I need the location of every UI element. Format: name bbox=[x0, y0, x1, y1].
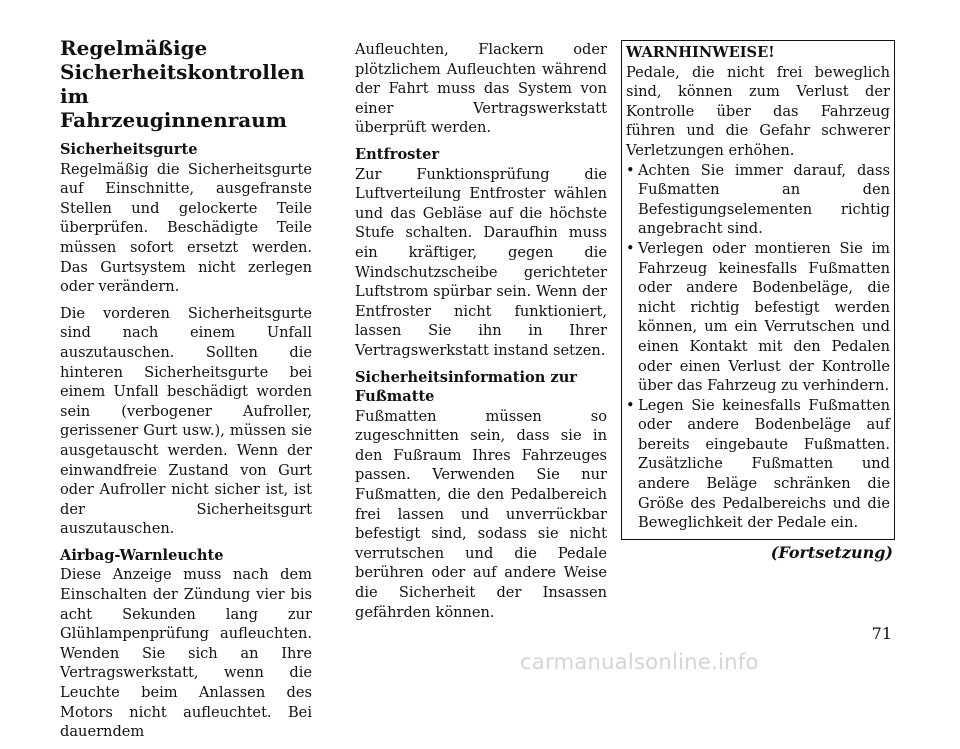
paragraph: Diese Anzeige muss nach dem Einschalten der Zündung vier bis acht Sekunden lang zur Glühlampenprüfung aufleuchten. Wenden Sie sich an Ihre Vertragswerkstatt, wenn die Leuchte beim Anlassen des Motors nicht aufleuchtet. Bei dauerndem bbox=[60, 566, 312, 741]
section-title-airbag-light: Airbag-Warnleuchte bbox=[60, 546, 224, 564]
list-item-text: Verlegen oder montieren Sie im Fahrzeug keinesfalls Fußmatten oder andere Bodenbeläge, die nicht richtig befestigt werden können, um ein Verrutschen und einen Kontakt mit den Pedalen oder einen Verlust der Kontrolle über das Fahrzeug zu verhindern. bbox=[638, 239, 890, 395]
bullet-icon: • bbox=[626, 396, 635, 414]
section-title-defroster: Entfroster bbox=[355, 145, 440, 163]
paragraph: Zur Funktionsprüfung die Luftverteilung Entfroster wählen und das Gebläse auf die höchste Stufe schalten. Daraufhin muss ein kräftiger, gegen die Windschutzscheibe gerichteter Luftstrom spürbar sein. Wenn der Entfroster nicht funktioniert, lassen Sie ihn in Ihrer Vertragswerkstatt instand setzen. bbox=[355, 165, 607, 359]
section-title-floor-mat: Sicherheitsinformation zur Fußmatte bbox=[355, 368, 577, 406]
list-item-text: Achten Sie immer darauf, dass Fußmatten an den Befestigungselementen richtig angebracht sind. bbox=[638, 161, 890, 238]
warning-list bbox=[626, 161, 890, 533]
paragraph: Fußmatten müssen so zugeschnitten sein, dass sie in den Fußraum Ihres Fahrzeuges passen. Verwenden Sie nur Fußmatten, die den Pedalbereich frei lassen und unverrückbar befestigt sind, sodass sie nicht verrutschen und die Pedale berühren oder auf andere Weise die Sicherheit der Insassen gefährden können. bbox=[355, 407, 607, 621]
list-item bbox=[626, 161, 890, 239]
bullet-icon: • bbox=[626, 239, 635, 257]
list-item bbox=[626, 239, 890, 396]
section-title-seatbelts: Sicherheitsgurte bbox=[60, 141, 198, 158]
watermark: carmanualsonline.info bbox=[520, 650, 759, 674]
continued-label: (Fortsetzung) bbox=[770, 542, 893, 562]
warning-box bbox=[621, 40, 895, 540]
paragraph: Die vorderen Sicherheitsgurte sind nach einem Unfall auszutauschen. Sollten die hinteren Sicherheitsgurte bei einem Unfall beschädigt worden sein (verbogener Aufroller, gerissener Gurt usw.), müssen sie ausgetauscht werden. Wenn der einwandfreie Zustand von Gurt oder Aufroller nicht sicher ist, ist der Sicherheitsgurt auszutauschen. bbox=[60, 304, 312, 538]
page-number: 71 bbox=[871, 624, 892, 643]
paragraph: Regelmäßig die Sicherheitsgurte auf Einschnitte, ausgefranste Stellen und gelockerte Teile überprüfen. Beschädigte Teile müssen sofort ersetzt werden. Das Gurtsystem nicht zerlegen oder verändern. bbox=[60, 160, 312, 296]
middle-column bbox=[355, 40, 607, 629]
list-item bbox=[626, 396, 890, 533]
left-column bbox=[60, 36, 312, 749]
warning-title: WARNHINWEISE! bbox=[626, 44, 775, 61]
paragraph: Aufleuchten, Flackern oder plötzlichem Aufleuchten während der Fahrt muss das System von einer Vertragswerkstatt überprüft werden. bbox=[355, 41, 607, 137]
right-column bbox=[621, 40, 895, 562]
warning-intro: Pedale, die nicht frei beweglich sind, können zum Verlust der Kontrolle über das Fahrzeug führen und die Gefahr schwerer Verletzungen erhöhen. bbox=[626, 63, 890, 159]
list-item-text: Legen Sie keinesfalls Fußmatten oder andere Bodenbeläge auf bereits eingebaute Fußmatten. Zusätzliche Fußmatten und andere Beläge schränken die Größe des Pedalbereichs und die Beweglichkeit der Pedale ein. bbox=[638, 396, 890, 532]
bullet-icon: • bbox=[626, 161, 635, 179]
page-heading: Regelmäßige Sicherheitskontrollen im Fahrzeuginnenraum bbox=[60, 36, 305, 132]
